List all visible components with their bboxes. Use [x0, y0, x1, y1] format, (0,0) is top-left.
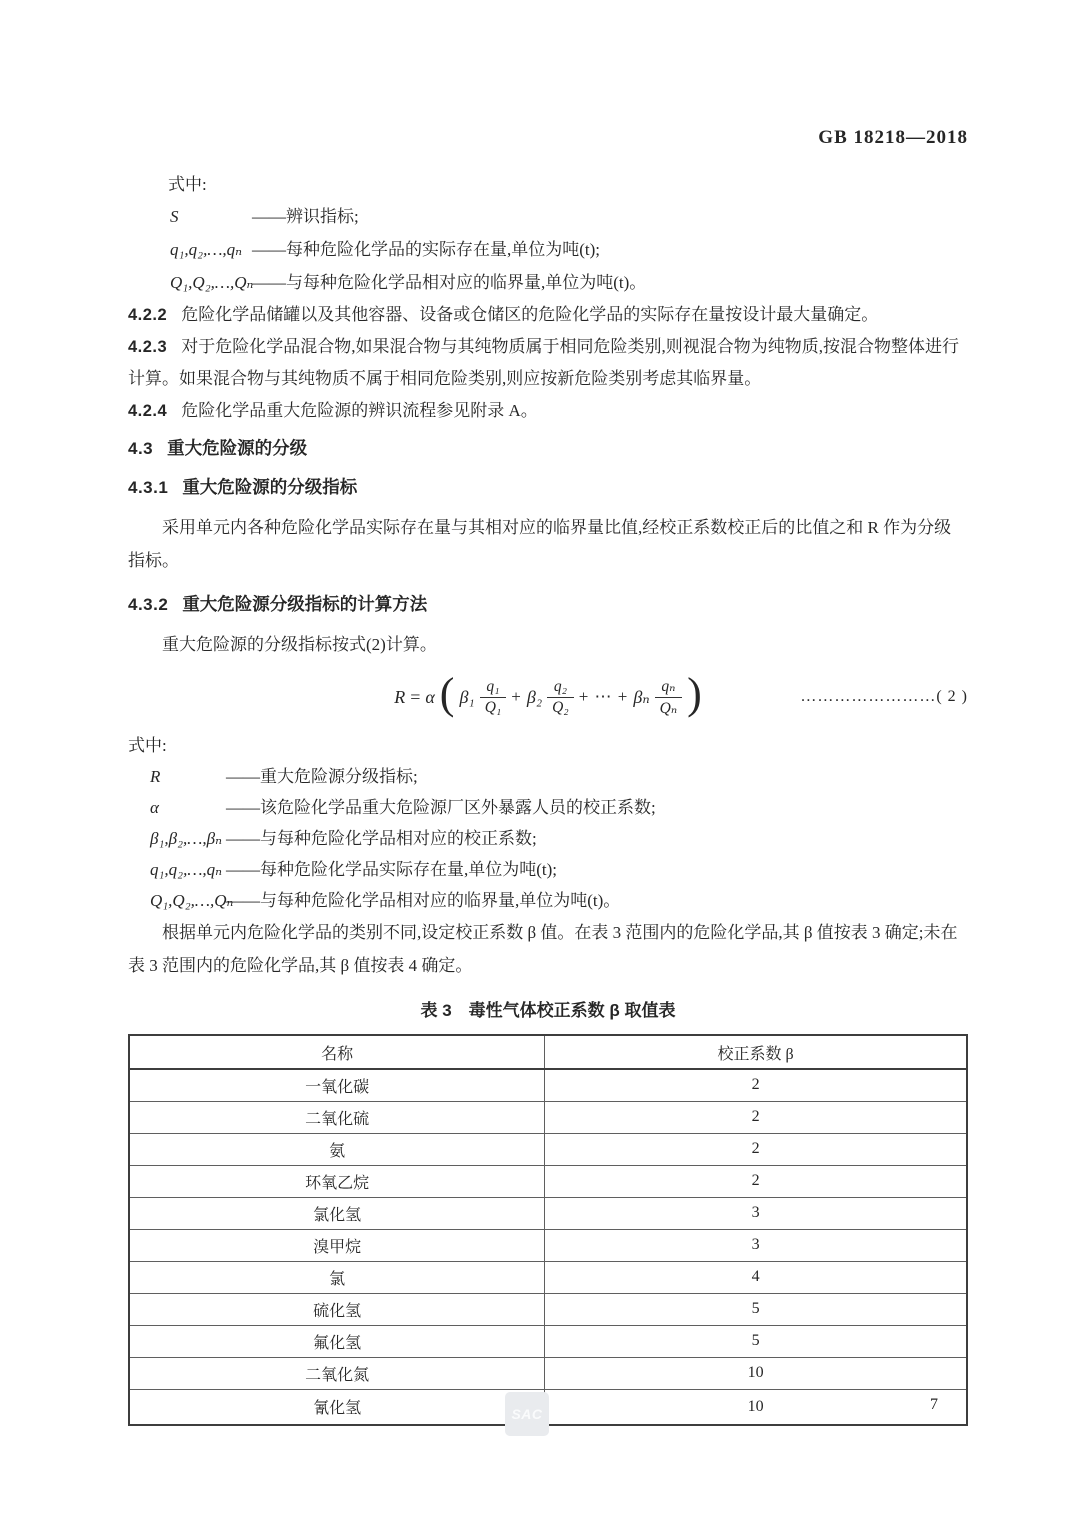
definition-term: q₁,q₂,…,qₙ: [170, 240, 243, 259]
equation-lhs: R: [394, 686, 406, 707]
cell-value: 3: [545, 1229, 967, 1261]
definition-item: [170, 266, 968, 299]
cell-name: 二氧化氮: [129, 1357, 545, 1389]
definition-item: [150, 854, 968, 885]
cell-name: 溴甲烷: [129, 1229, 545, 1261]
table-3: [128, 1034, 968, 1426]
definition-term: β₁,β₂,…,βₙ: [150, 829, 222, 848]
clause-text: 对于危险化学品混合物,如果混合物与其纯物质属于相同危险类别,则视混合物为纯物质,按混合物整体进行计算。如果混合物与其纯物质不属于相同危险类别,则应按新危险类别考虑其临界量。: [128, 337, 959, 388]
definition-desc: ——与每种危险化学品相对应的校正系数;: [226, 829, 537, 848]
equation-2: [128, 667, 968, 727]
cell-name: 氟化氢: [129, 1325, 545, 1357]
clause-number: 4.2.3: [128, 338, 168, 356]
cell-name: 硫化氢: [129, 1293, 545, 1325]
fraction-denominator: Q₂: [552, 698, 569, 716]
table-row: [129, 1293, 967, 1325]
definition-term: R: [150, 767, 161, 786]
page-header: [128, 0, 968, 150]
definition-desc: ——该危险化学品重大危险源厂区外暴露人员的校正系数;: [226, 798, 656, 817]
table-row: [129, 1101, 967, 1133]
cell-value: 4: [545, 1261, 967, 1293]
column-header-coefficient: 校正系数 β: [545, 1035, 967, 1069]
clause-text: 危险化学品重大危险源的辨识流程参见附录 A。: [181, 401, 538, 420]
definition-desc: ——与每种危险化学品相对应的临界量,单位为吨(t)。: [226, 891, 621, 910]
definition-term: Q₁,Q₂,…,Qₙ: [170, 273, 254, 292]
equals-sign: =: [410, 686, 421, 707]
cell-name: 一氧化碳: [129, 1069, 545, 1101]
definition-term: S: [170, 207, 179, 226]
cell-name: 氰化氢: [129, 1389, 545, 1425]
cell-value: 5: [545, 1325, 967, 1357]
cell-name: 氯: [129, 1261, 545, 1293]
cell-name: 二氧化硫: [129, 1101, 545, 1133]
plus-operator: +: [511, 687, 522, 706]
definition-desc: ——重大危险源分级指标;: [226, 767, 418, 786]
equation-body: [394, 669, 702, 719]
fraction-denominator: Q₁: [484, 698, 502, 716]
cell-value: 5: [545, 1293, 967, 1325]
table-header-row: [129, 1035, 967, 1069]
where-intro-1: 式中:: [168, 175, 207, 194]
clause-number: 4.2.4: [128, 402, 168, 420]
equation-term-1: [459, 678, 506, 717]
cell-name: 氯化氢: [129, 1197, 545, 1229]
equation-term-n: [579, 677, 682, 718]
definition-term: q₁,q₂,…,qₙ: [150, 860, 223, 879]
sac-watermark: SAC: [505, 1392, 549, 1436]
cell-value: 3: [545, 1197, 967, 1229]
fraction-2: [547, 678, 574, 717]
table-3-title: 表 3 毒性气体校正系数 β 取值表: [420, 1001, 676, 1020]
beta-coef: β₁: [459, 686, 475, 707]
table-row: [129, 1229, 967, 1261]
page-number: 7: [930, 1396, 938, 1413]
table-row: [129, 1197, 967, 1229]
clause-text: 危险化学品储罐以及其他容器、设备或仓储区的危险化学品的实际存在量按设计最大量确定。: [181, 305, 879, 324]
ellipsis-operator: + ⋯ +: [578, 687, 629, 706]
table-row: [129, 1165, 967, 1197]
section-heading-4-3-1: [128, 472, 968, 503]
definition-desc: ——辨识指标;: [252, 207, 359, 226]
cell-name: 环氧乙烷: [129, 1165, 545, 1197]
definition-desc: ——每种危险化学品实际存在量,单位为吨(t);: [226, 860, 558, 879]
clause-4-2-3: [128, 331, 968, 395]
table-row: [129, 1069, 967, 1101]
cell-name: 氨: [129, 1133, 545, 1165]
fraction-numerator: qₙ: [655, 677, 682, 698]
beta-selection-paragraph: 根据单元内危险化学品的类别不同,设定校正系数 β 值。在表 3 范围内的危险化学品,其 β 值按表 3 确定;未在表 3 范围内的危险化学品,其 β 值按表 4 确定。: [128, 923, 958, 975]
cell-value: 2: [545, 1133, 967, 1165]
section-heading-4-3-2: [128, 589, 968, 620]
equation-label: ( 2 ): [936, 688, 968, 705]
clause-number: 4.2.2: [128, 306, 168, 324]
section-heading-4-3: [128, 433, 968, 464]
cell-value: 2: [545, 1165, 967, 1197]
where-intro-2: 式中:: [128, 736, 167, 755]
definition-item: [150, 885, 968, 916]
definition-desc: ——每种危险化学品的实际存在量,单位为吨(t);: [252, 240, 601, 259]
fraction-denominator: Qₙ: [659, 699, 678, 717]
definition-item: [150, 823, 968, 854]
equation-number: [800, 688, 968, 706]
definition-desc: ——与每种危险化学品相对应的临界量,单位为吨(t)。: [252, 273, 647, 292]
fraction-numerator: q₂: [547, 678, 574, 698]
section-title: 重大危险源分级指标的计算方法: [182, 594, 428, 614]
paragraph-4-3-2-intro: 重大危险源的分级指标按式(2)计算。: [162, 635, 437, 654]
left-paren: (: [439, 669, 455, 718]
cell-value: 10: [545, 1389, 967, 1425]
section-number: 4.3: [128, 439, 154, 458]
cell-value: 2: [545, 1101, 967, 1133]
right-paren: ): [687, 669, 702, 718]
clause-4-2-4: [128, 395, 968, 427]
definition-item: [170, 233, 968, 266]
fraction-1: [480, 678, 507, 717]
alpha-symbol: α: [425, 686, 435, 707]
definition-term: Q₁,Q₂,…,Qₙ: [150, 891, 234, 910]
table-row: [129, 1261, 967, 1293]
beta-coef: β₂: [526, 686, 543, 707]
column-header-name: 名称: [129, 1035, 545, 1069]
section-number: 4.3.1: [128, 478, 169, 497]
fraction-numerator: q₁: [480, 678, 507, 698]
dot-leader: ……………………: [800, 688, 937, 705]
table-row: [129, 1357, 967, 1389]
clause-4-2-2: [128, 299, 968, 331]
definition-list-2: [128, 761, 968, 916]
definition-item: [150, 792, 968, 823]
section-title: 重大危险源的分级指标: [182, 477, 358, 497]
standard-number: GB 18218—2018: [818, 127, 968, 148]
cell-value: 2: [545, 1069, 967, 1101]
definition-item: [150, 761, 968, 792]
definition-term: α: [150, 798, 159, 817]
beta-coef: βₙ: [633, 686, 650, 707]
equation-term-2: [511, 678, 573, 717]
fraction-n: [655, 677, 682, 718]
cell-value: 10: [545, 1357, 967, 1389]
section-title: 重大危险源的分级: [167, 438, 308, 458]
table-row: [129, 1133, 967, 1165]
definition-item: [170, 200, 968, 233]
definition-list-1: [128, 200, 968, 299]
paragraph-4-3-1: 采用单元内各种危险化学品实际存在量与其相对应的临界量比值,经校正系数校正后的比值之和 R 作为分级指标。: [128, 518, 952, 570]
section-number: 4.3.2: [128, 595, 169, 614]
table-row: [129, 1325, 967, 1357]
